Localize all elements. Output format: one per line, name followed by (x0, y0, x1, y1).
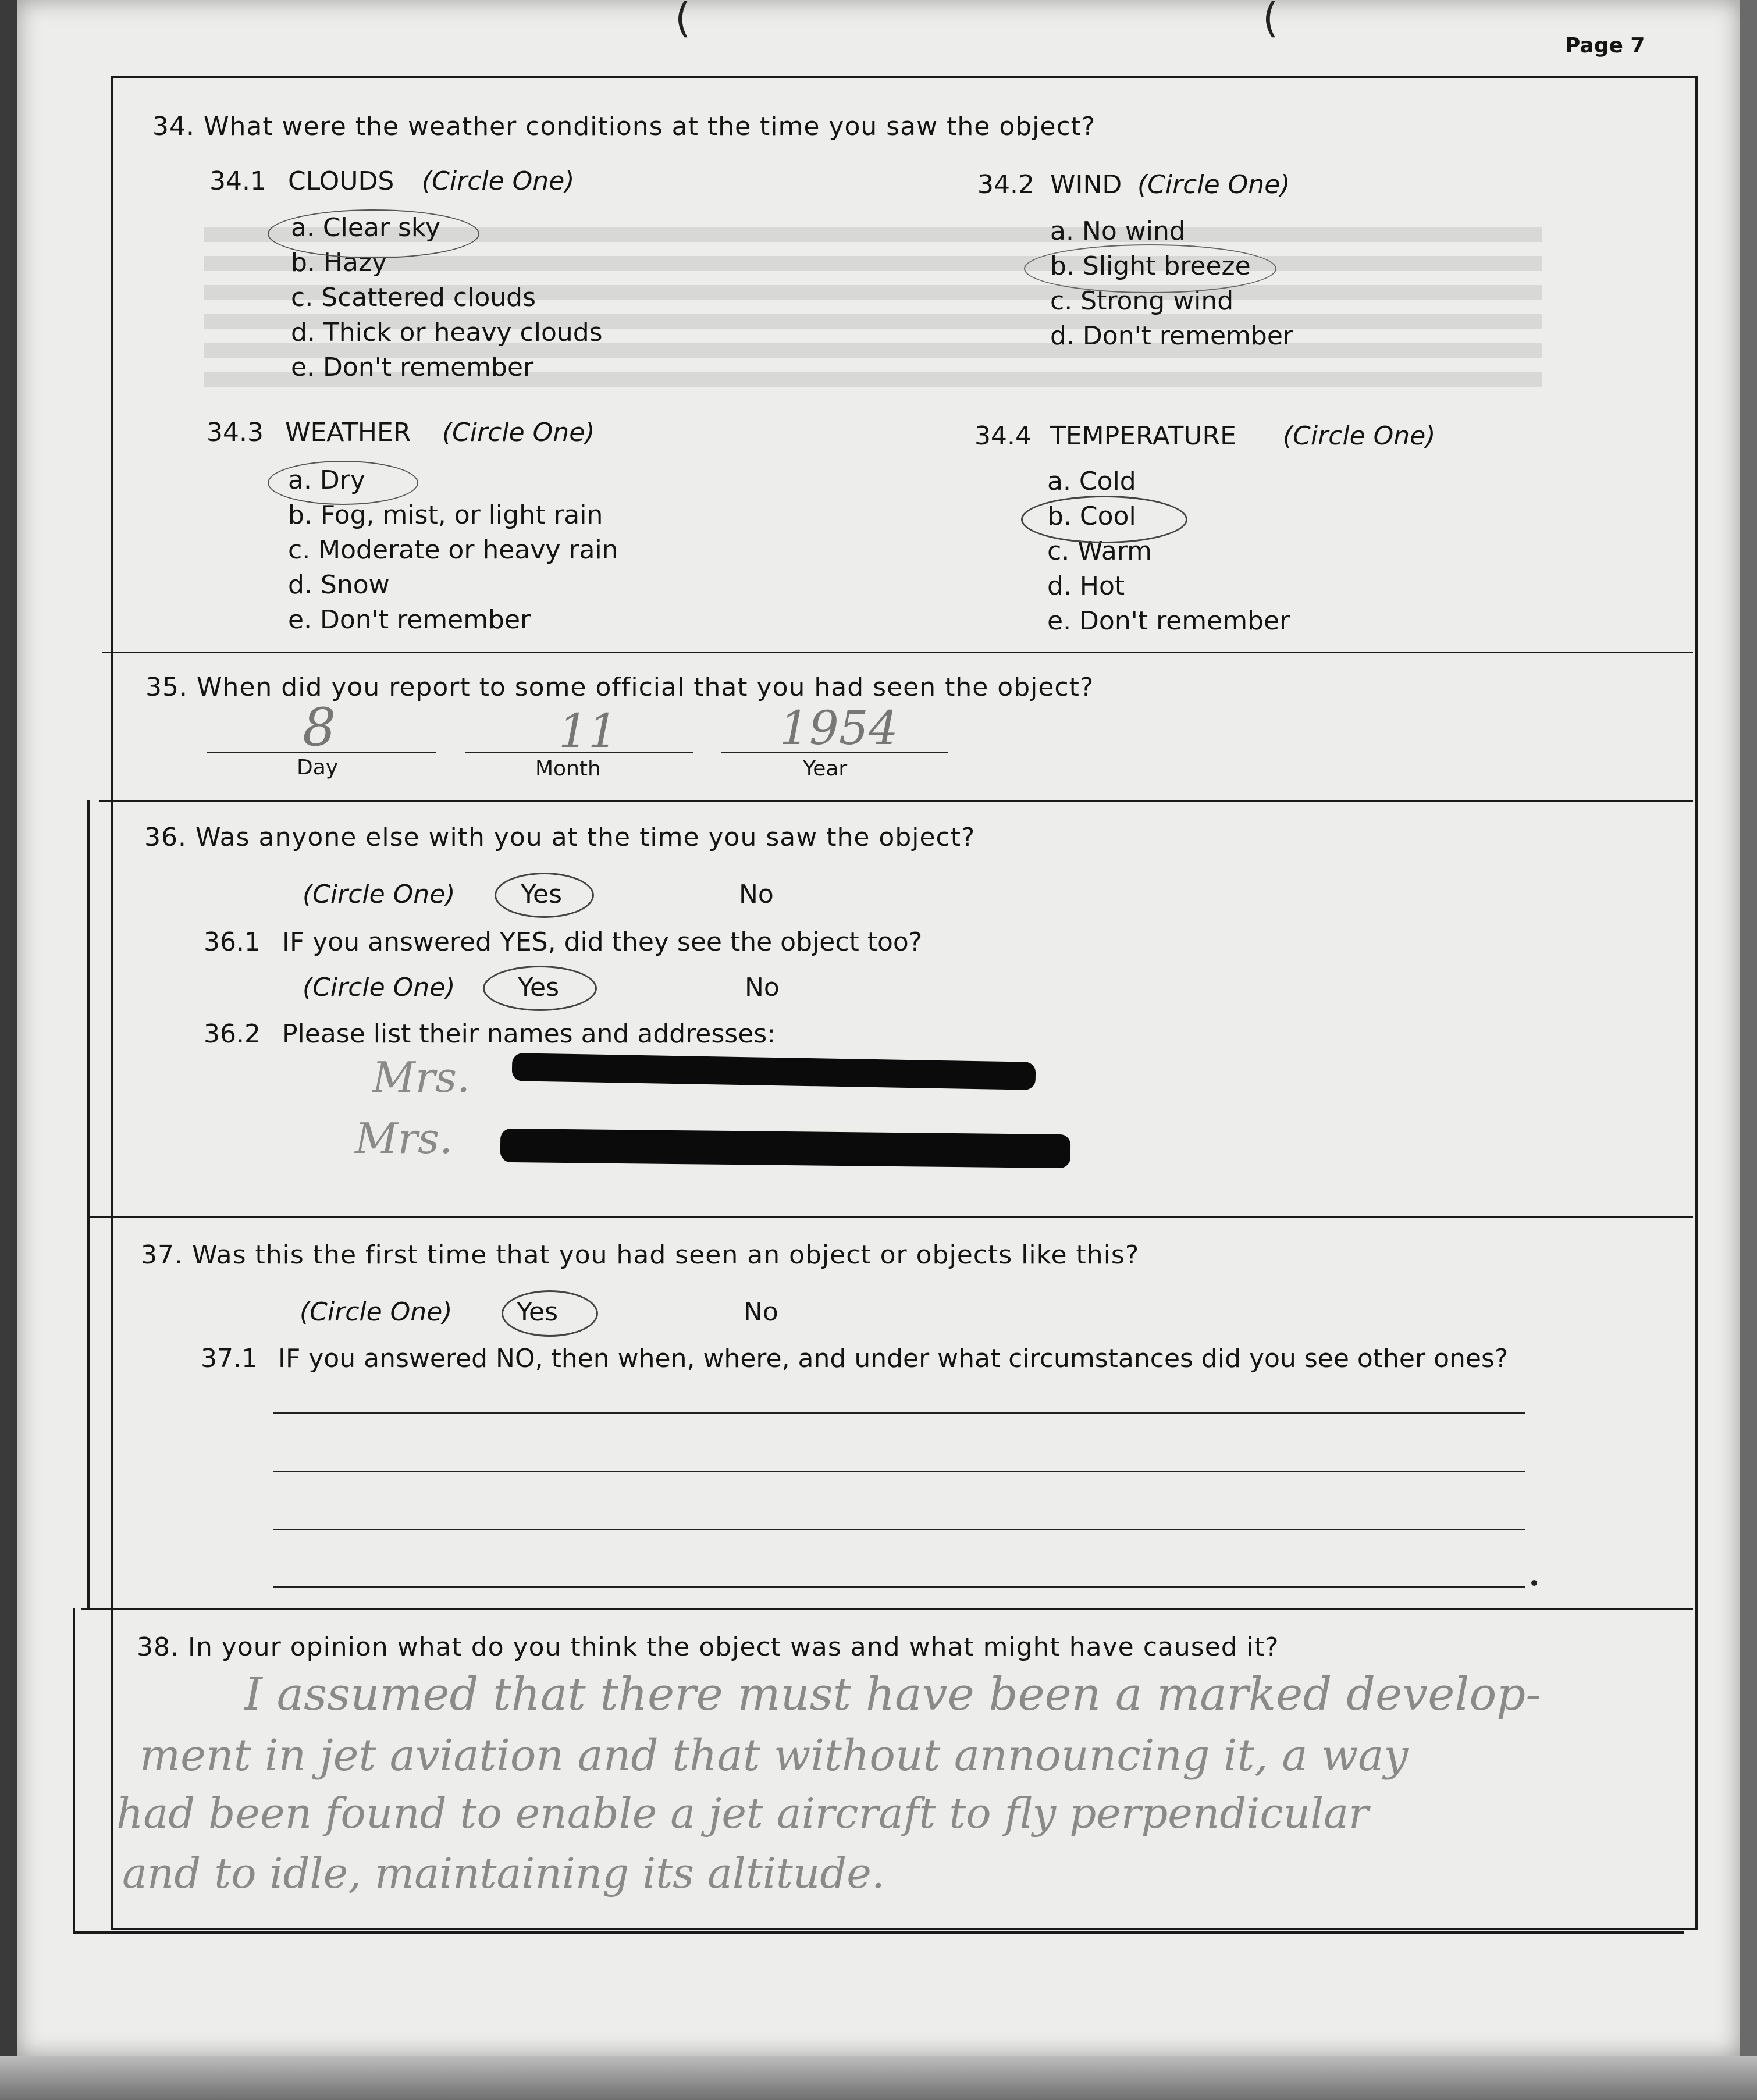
q38-answer-line-3: had been found to enable a jet aircraft to fly perpendicular (116, 1789, 1369, 1838)
q37-1-answer-line[interactable] (273, 1586, 1525, 1588)
temperature-option-c[interactable]: c. Warm (1047, 536, 1152, 566)
wind-selection-circle (1024, 244, 1276, 293)
q35-year-value: 1954 (780, 701, 898, 755)
clouds-option-e[interactable]: e. Don't remember (291, 353, 534, 382)
weather-option-a[interactable]: a. Dry (288, 465, 365, 495)
q38-answer-line-4: and to idle, maintaining its altitude. (122, 1849, 885, 1898)
q37-yes-option[interactable]: Yes (517, 1297, 559, 1327)
q36-2-name1-prefix: Mrs. (372, 1053, 470, 1102)
q34-4-title: TEMPERATURE (1050, 421, 1236, 451)
q36-1-instruction: (Circle One) (303, 973, 456, 1002)
q37-yes-circle (502, 1290, 598, 1337)
q36-no-option[interactable]: No (739, 880, 774, 909)
q34-4-instruction: (Circle One) (1283, 421, 1436, 451)
q34-1-number: 34.1 (209, 166, 266, 196)
wind-option-b[interactable]: b. Slight breeze (1050, 251, 1251, 281)
temperature-selection-circle (1021, 496, 1187, 543)
temperature-option-d[interactable]: d. Hot (1047, 571, 1125, 601)
clouds-option-b[interactable]: b. Hazy (291, 248, 387, 277)
q35-question: 35. When did you report to some official that you had seen the object? (145, 672, 1094, 702)
q36-2-name2-prefix: Mrs. (355, 1114, 453, 1163)
form-left-rule-lower (73, 1608, 75, 1934)
form-bottom-rule (73, 1931, 1684, 1934)
q36-1-yes-circle (483, 966, 597, 1011)
q34-3-title: WEATHER (285, 418, 411, 447)
q34-2-number: 34.2 (977, 170, 1034, 200)
q34-2-instruction: (Circle One) (1137, 170, 1290, 200)
weather-selection-circle (268, 461, 418, 505)
q36-1-no-option[interactable]: No (745, 973, 780, 1002)
temperature-option-b[interactable]: b. Cool (1047, 501, 1136, 531)
q38-answer-line-1: I assumed that there must have been a marked develop- (244, 1668, 1541, 1721)
clouds-option-d[interactable]: d. Thick or heavy clouds (291, 318, 603, 347)
q34-question: 34. What were the weather conditions at the time you saw the object? (152, 112, 1096, 141)
q34-4-number: 34.4 (974, 421, 1032, 451)
q37-1-answer-line[interactable] (273, 1471, 1525, 1472)
q36-1-yes-option[interactable]: Yes (518, 973, 560, 1002)
q37-instruction: (Circle One) (300, 1297, 453, 1327)
scan-left-edge (0, 0, 17, 2100)
q36-question: 36. Was anyone else with you at the time you saw the object? (144, 823, 976, 852)
q38-question: 38. In your opinion what do you think the object was and what might have caused it? (137, 1632, 1279, 1662)
q37-1-question: IF you answered NO, then when, where, and under what circumstances did you see other ones? (278, 1344, 1509, 1373)
q35-day-value: 8 (303, 697, 336, 758)
q37-question: 37. Was this the first time that you had seen an object or objects like this? (141, 1240, 1140, 1270)
temperature-option-e[interactable]: e. Don't remember (1047, 606, 1290, 636)
weather-option-d[interactable]: d. Snow (288, 570, 390, 600)
temperature-option-a[interactable]: a. Cold (1047, 467, 1136, 496)
weather-option-e[interactable]: e. Don't remember (288, 605, 531, 635)
q36-yes-option[interactable]: Yes (521, 880, 563, 909)
form-left-rule-mid (87, 800, 90, 1608)
q37-1-answer-line[interactable] (273, 1529, 1525, 1530)
q37-1-period-mark (1531, 1580, 1537, 1586)
q34-3-instruction: (Circle One) (442, 418, 595, 447)
page-number: Page 7 (1565, 34, 1645, 58)
q36-instruction: (Circle One) (303, 880, 456, 909)
q34-2-title: WIND (1050, 170, 1122, 200)
top-bracket-mark-2: ( (1262, 0, 1279, 42)
q35-year-line (721, 752, 948, 753)
clouds-selection-circle (268, 209, 479, 258)
q35-month-value: 11 (559, 704, 618, 758)
q37-1-answer-line[interactable] (273, 1412, 1525, 1414)
q36-1-number: 36.1 (204, 927, 261, 957)
section-divider (102, 652, 1693, 653)
q34-1-title: CLOUDS (288, 166, 394, 196)
q36-1-question: IF you answered YES, did they see the object too? (282, 927, 923, 957)
q36-2-question: Please list their names and addresses: (282, 1019, 776, 1049)
section-divider (99, 800, 1693, 802)
scan-bottom-edge (0, 2056, 1757, 2100)
section-divider (87, 1216, 1693, 1218)
q35-year-label: Year (803, 757, 848, 781)
q36-2-number: 36.2 (204, 1019, 261, 1049)
q34-1-instruction: (Circle One) (422, 166, 575, 196)
redaction-bar (500, 1129, 1071, 1168)
clouds-option-a[interactable]: a. Clear sky (291, 213, 440, 243)
q38-answer-line-2: ment in jet aviation and that without announcing it, a way (140, 1731, 1409, 1781)
section-divider (81, 1608, 1693, 1610)
q34-3-number: 34.3 (207, 418, 264, 447)
wind-option-c[interactable]: c. Strong wind (1050, 286, 1234, 316)
q35-day-label: Day (297, 756, 339, 780)
q35-month-line (465, 752, 693, 753)
q35-month-label: Month (535, 757, 601, 781)
q37-1-number: 37.1 (201, 1344, 258, 1373)
weather-option-c[interactable]: c. Moderate or heavy rain (288, 535, 618, 565)
wind-option-d[interactable]: d. Don't remember (1050, 321, 1293, 351)
q35-day-line (207, 752, 436, 753)
clouds-option-c[interactable]: c. Scattered clouds (291, 283, 536, 312)
q36-yes-circle (495, 873, 594, 918)
q37-no-option[interactable]: No (744, 1297, 778, 1327)
weather-option-b[interactable]: b. Fog, mist, or light rain (288, 500, 603, 530)
wind-option-a[interactable]: a. No wind (1050, 216, 1186, 246)
top-bracket-mark: ( (675, 0, 691, 42)
